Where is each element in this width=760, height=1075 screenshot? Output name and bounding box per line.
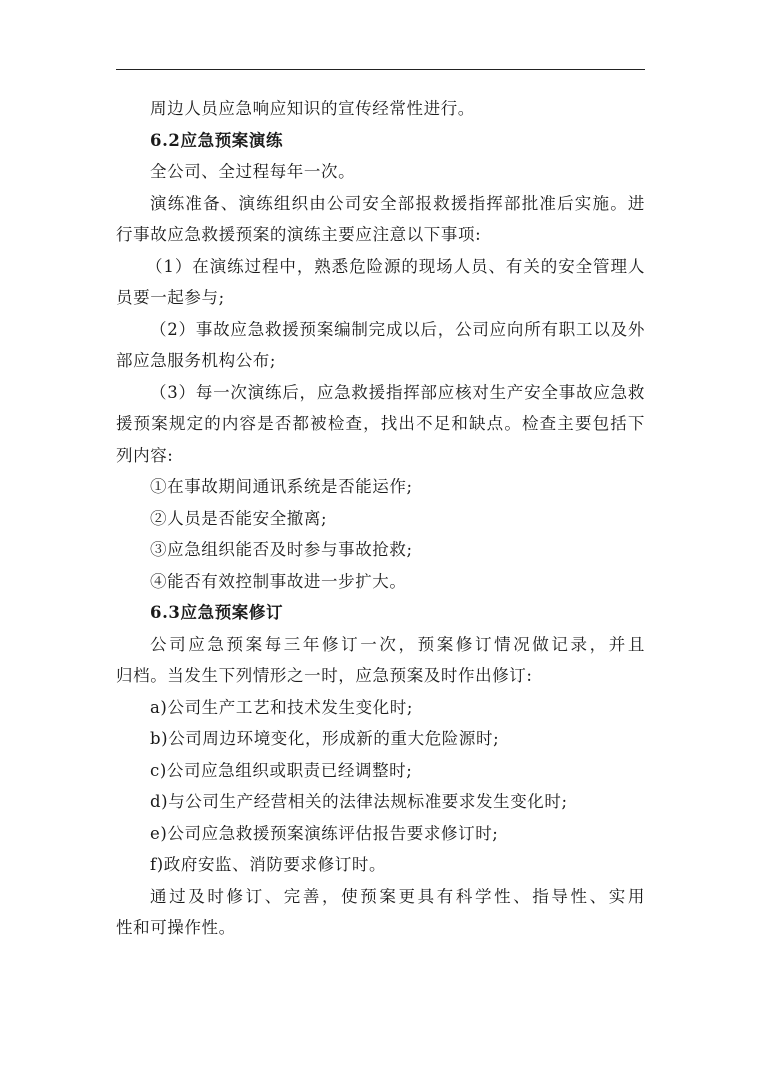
document-body <box>116 93 645 944</box>
paragraph-line: 列内容: <box>116 445 174 465</box>
paragraph-line: 部应急服务机构公布; <box>116 351 277 370</box>
paragraph-line: 通过及时修订、完善，使预案更具有科学性、指导性、实用 <box>150 886 645 906</box>
section-heading-6-2: 6.2应急预案演练 <box>150 130 284 150</box>
paragraph-line: 归档。当发生下列情形之一时，应急预案及时作出修订: <box>116 666 533 685</box>
paragraph-line: 演练准备、演练组织由公司安全部报救援指挥部批准后实施。进 <box>150 193 645 213</box>
header-rule <box>116 69 645 70</box>
list-item-2: （2）事故应急救援预案编制完成以后，公司应向所有职工以及外 <box>150 319 645 339</box>
list-item-3: （3）每一次演练后，应急救援指挥部应核对生产安全事故应急救 <box>150 382 645 402</box>
paragraph-line: 公司应急预案每三年修订一次，预案修订情况做记录，并且 <box>150 634 645 654</box>
paragraph-line: 周边人员应急响应知识的宣传经常性进行。 <box>150 99 475 118</box>
revision-item-d: d)与公司生产经营相关的法律法规标准要求发生变化时; <box>150 792 568 811</box>
revision-item-a: a)公司生产工艺和技术发生变化时; <box>150 697 414 717</box>
revision-item-b: b)公司周边环境变化，形成新的重大危险源时; <box>150 729 500 748</box>
check-item-4: ④能否有效控制事故进一步扩大。 <box>150 571 407 591</box>
check-item-2: ②人员是否能安全撤离; <box>150 508 328 528</box>
paragraph-line: 全公司、全过程每年一次。 <box>150 162 356 181</box>
section-heading-6-3: 6.3应急预案修订 <box>150 603 284 622</box>
revision-item-f: f)政府安监、消防要求修订时。 <box>150 855 387 874</box>
check-item-1: ①在事故期间通讯系统是否能运作; <box>150 477 413 496</box>
revision-item-c: c)公司应急组织或职责已经调整时; <box>150 760 413 780</box>
paragraph-line: 援预案规定的内容是否都被检查，找出不足和缺点。检查主要包括下 <box>116 414 645 433</box>
revision-item-e: e)公司应急救援预案演练评估报告要求修订时; <box>150 823 499 843</box>
check-item-3: ③应急组织能否及时参与事故抢救; <box>150 540 413 559</box>
paragraph-line: 行事故应急救援预案的演练主要应注意以下事项: <box>116 225 482 244</box>
list-item-1: （1）在演练过程中，熟悉危险源的现场人员、有关的安全管理人 <box>146 256 645 276</box>
paragraph-line: 性和可操作性。 <box>116 918 236 937</box>
paragraph-line: 员要一起参与; <box>116 288 225 307</box>
